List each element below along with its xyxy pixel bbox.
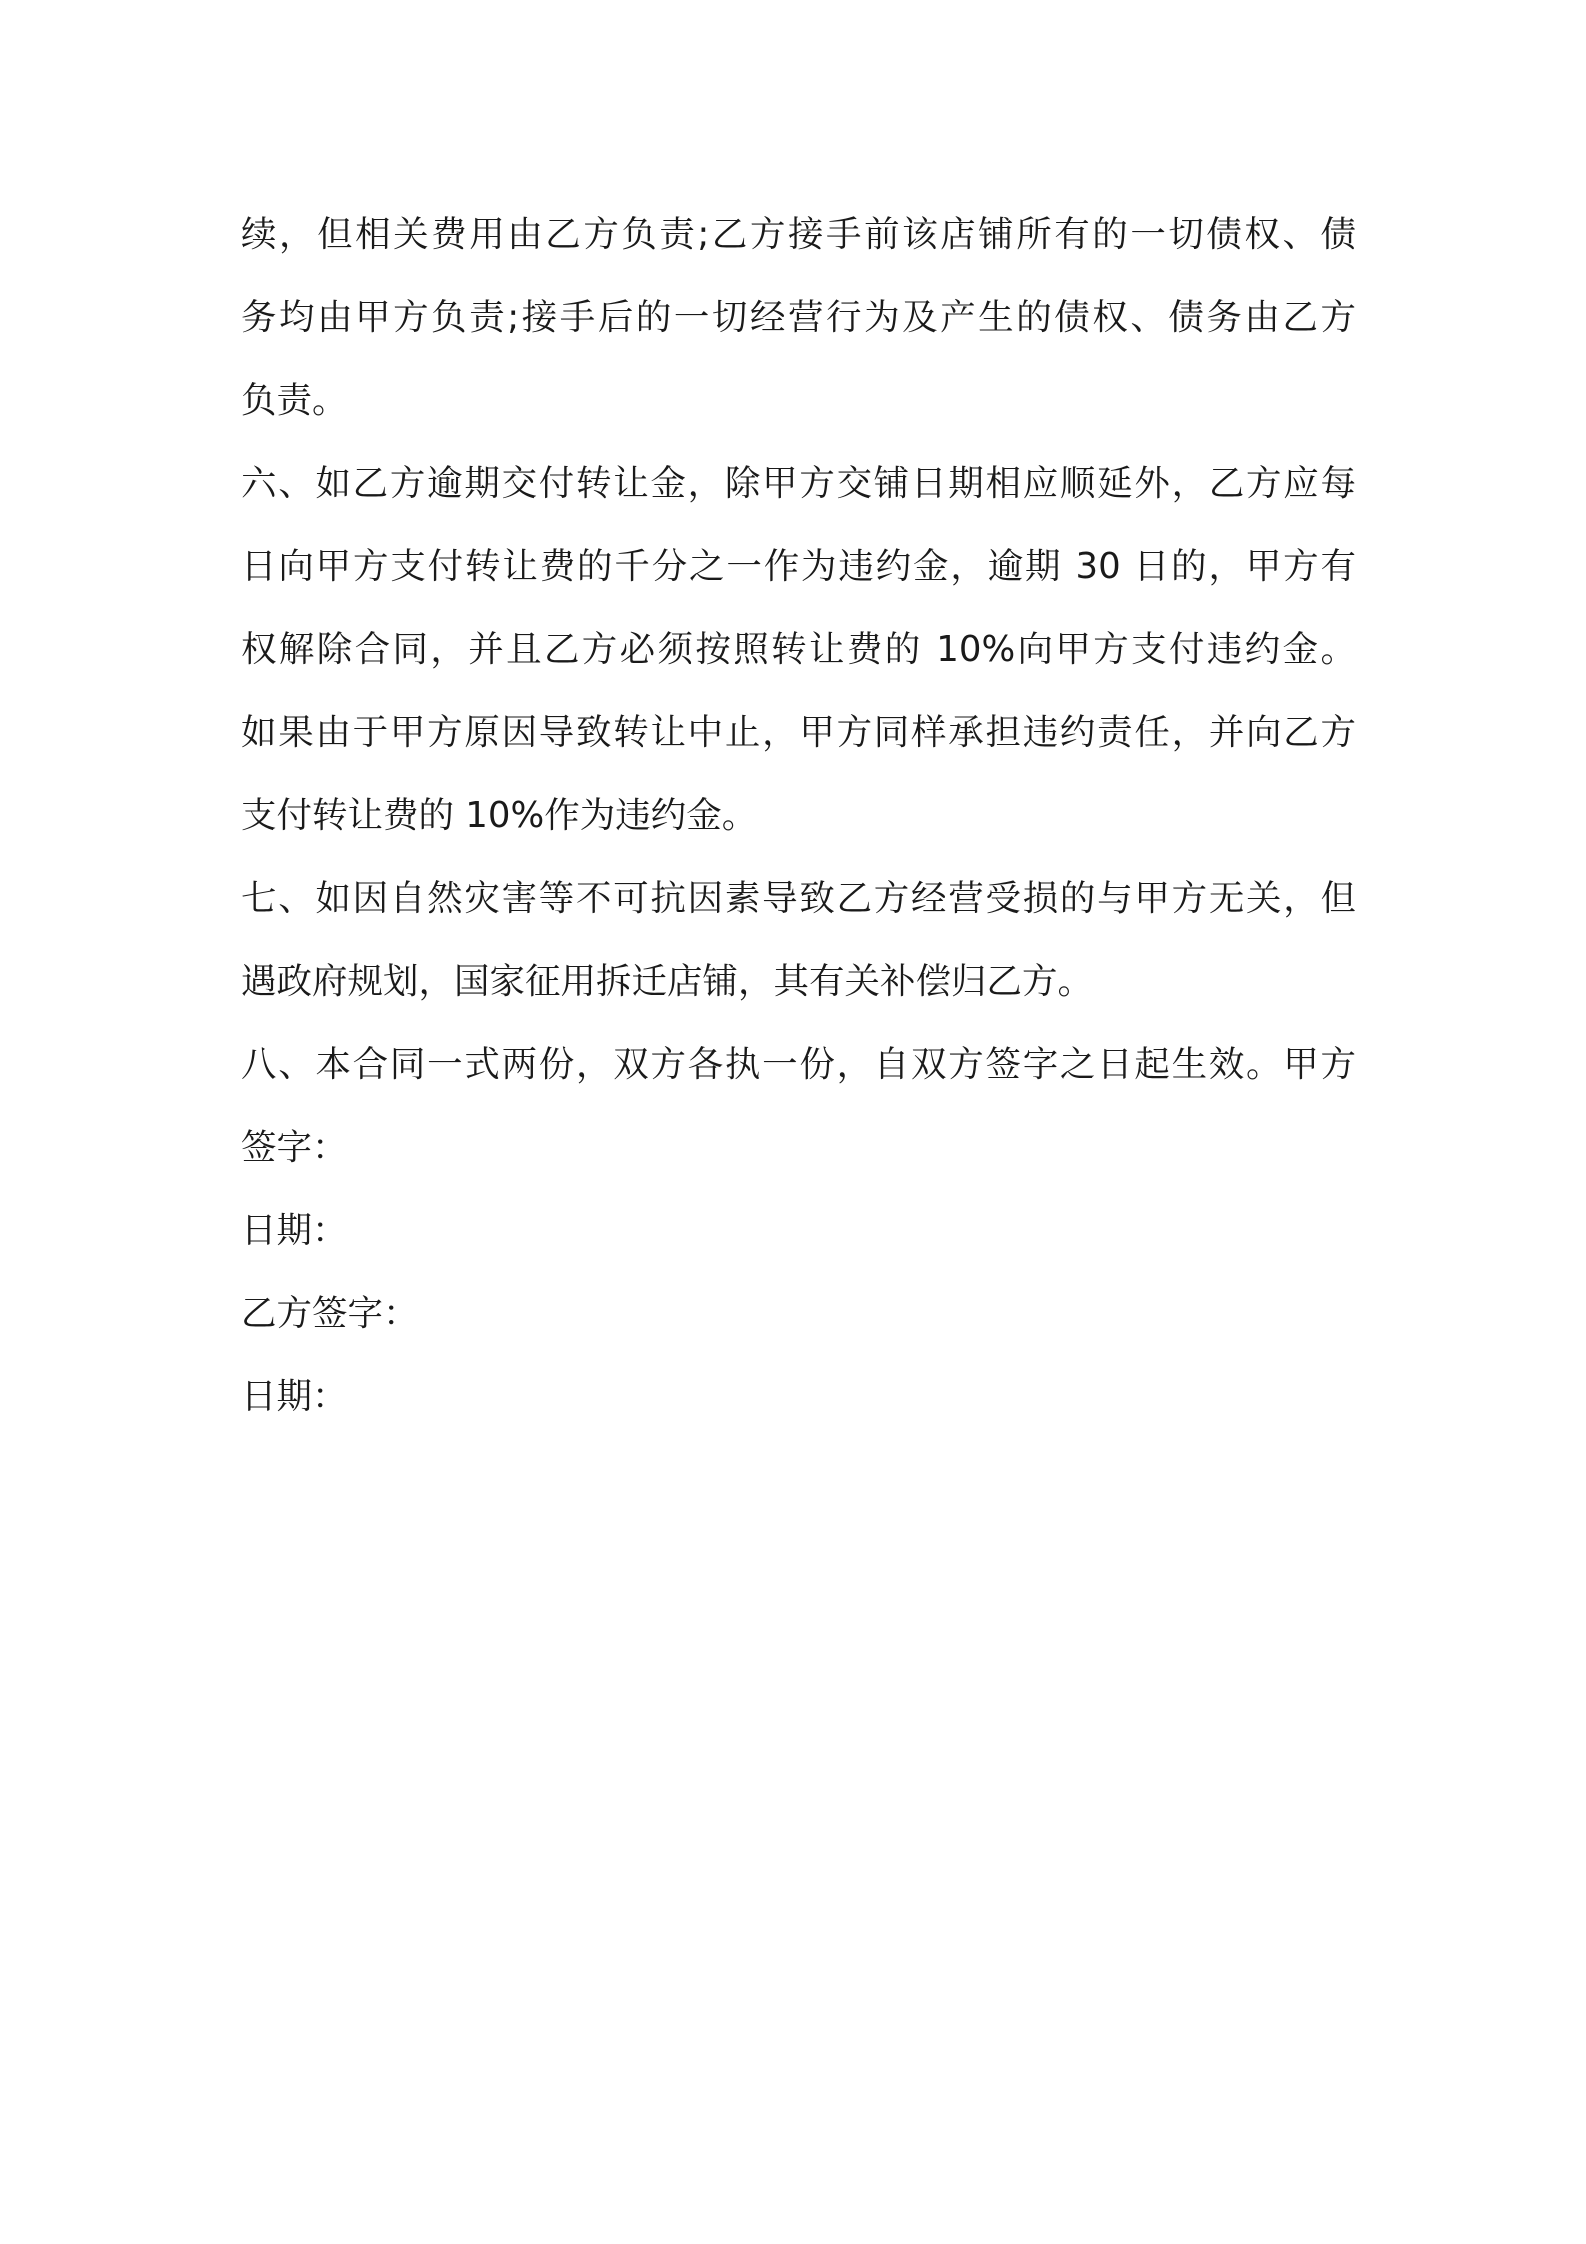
clause-8-line-1: 八、本合同一式两份，双方各执一份，自双方签字之日起生效。甲方 [241,1044,1356,1085]
clause-6-line-4: 如果由于甲方原因导致转让中止，甲方同样承担违约责任，并向乙方 [241,712,1356,753]
clause-7-line-1: 七、如因自然灾害等不可抗因素导致乙方经营受损的与甲方无关，但 [241,878,1356,919]
clause-5-line-1: 续，但相关费用由乙方负责;乙方接手前该店铺所有的一切债权、债 [241,214,1356,255]
clause-6-line-3: 权解除合同，并且乙方必须按照转让费的 10%向甲方支付违约金。 [241,629,1356,670]
contract-body [241,193,1356,1438]
clause-6-line-1: 六、如乙方逾期交付转让金，除甲方交铺日期相应顺延外，乙方应每 [241,463,1356,504]
clause-5-line-3: 负责。 [241,380,348,421]
clause-6-line-5: 支付转让费的 10%作为违约金。 [241,795,758,836]
party-b-date-label: 日期： [241,1376,348,1417]
clause-7-line-2: 遇政府规划，国家征用拆迁店铺，其有关补偿归乙方。 [241,961,1094,1002]
party-b-signature-label: 乙方签字： [241,1293,419,1334]
party-a-date-label: 日期： [241,1210,348,1251]
clause-6-line-2: 日向甲方支付转让费的千分之一作为违约金，逾期 30 日的，甲方有 [241,546,1356,587]
party-a-signature-label: 签字： [241,1127,348,1168]
clause-5-line-2: 务均由甲方负责;接手后的一切经营行为及产生的债权、债务由乙方 [241,297,1356,338]
